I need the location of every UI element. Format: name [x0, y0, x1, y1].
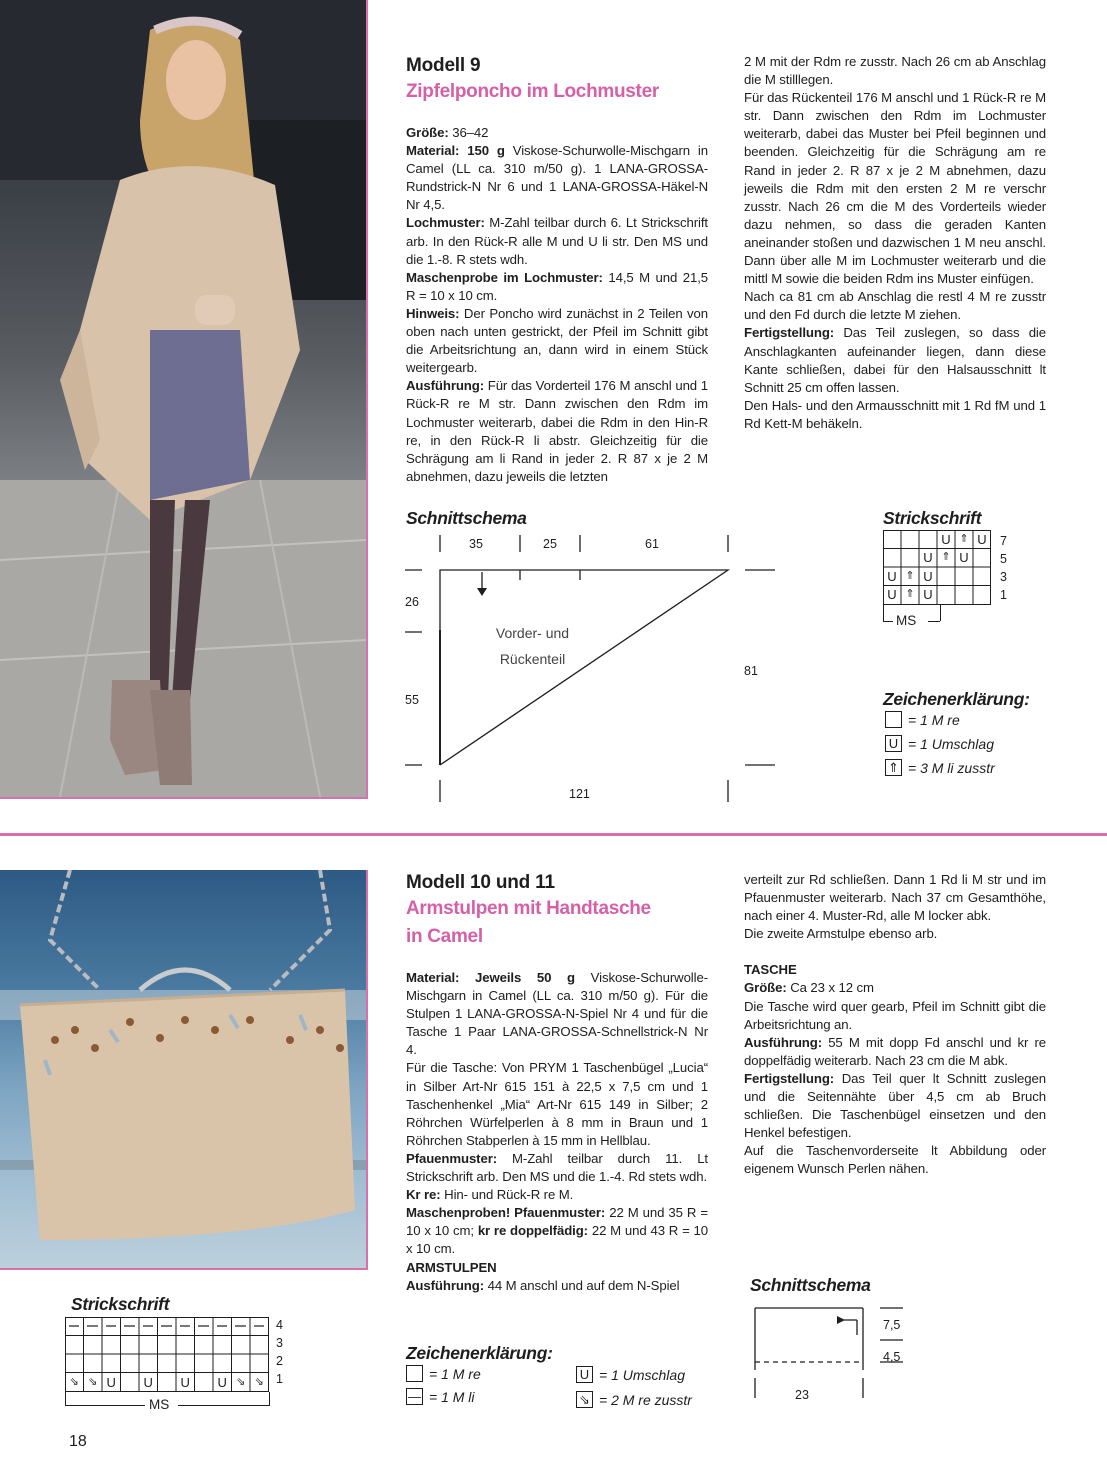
schema9-left-55: 55 [405, 693, 419, 707]
chart9-row-numbers: 7 5 3 1 [1000, 534, 1007, 602]
legend10-umschlag-box: U [576, 1366, 593, 1383]
model9-subtitle: Zipfelponcho im Lochmuster [406, 81, 659, 102]
model9-hinweis: Hinweis: Der Poncho wird zunächst in 2 Teilen von oben nach unten gestrickt, der Pfeil im Schnitt gibt die Arbeitsrichtung an, dann wird in einem Stück weitergearb. [406, 305, 708, 376]
model9-lochmuster: Lochmuster: M-Zahl teilbar durch 6. Lt Strickschrift arb. In den Rück-R alle M und U li str. Den MS und die 1.-8. R stets wdh. [406, 215, 708, 267]
schema9-top-61: 61 [645, 537, 659, 551]
model10-subtitle-2: in Camel [406, 926, 483, 947]
schema10-bottom-23: 23 [795, 1388, 809, 1402]
model10-tasche-heading: TASCHE [744, 962, 797, 978]
handbag-photo [0, 870, 366, 1268]
schema9-top-35: 35 [469, 537, 483, 551]
model9-schema-title: Schnittschema [406, 508, 527, 528]
schema9-left-26: 26 [405, 595, 419, 609]
section-divider [0, 833, 1107, 836]
model9-ausfuehrung: Ausführung: Für das Vorderteil 176 M anschl und 1 Rück-R re M str. Dann zwischen den Rdm im Lochmuster weiterarb, dabei die Rdm in den Hin-R re, in den Rück-R li abstr. Gleichzeitig für die Schrägung am li Rand in jeder 2. R 87 x je 2 M abnehmen, dazu jeweils die letzten [406, 378, 708, 484]
legend9-3-li: ⇑ = 3 M li zusstr [885, 759, 995, 776]
model9-fertigstellung: Fertigstellung: Das Teil zuslegen, so dass die Anschlagkanten aufeinander liegen, dann diese Kante schließen, dabei für den Halsausschnitt lt Schnitt 25 cm offen lassen. [744, 325, 1046, 395]
legend10-2-re-box: ⇘ [576, 1391, 593, 1408]
model9-maschenprobe: Maschenprobe im Lochmuster: 14,5 M und 21,5 R = 10 x 10 cm. [406, 269, 708, 303]
model9-column-2 [744, 53, 1046, 433]
model9-legend-title: Zeichenerklärung: [883, 689, 1030, 709]
model10-column-2 [744, 871, 1046, 1179]
model10-title: Modell 10 und 11 [406, 872, 555, 893]
legend9-re-box [885, 711, 902, 728]
legend10-re: = 1 M re [406, 1365, 481, 1382]
model9-column-1 [406, 54, 708, 486]
schema10-4-5: 4,5 [883, 1350, 901, 1364]
legend9-umschlag: U = 1 Umschlag [885, 735, 994, 752]
model10-tasche-ausfuehrung: Ausführung: 55 M mit dopp Fd anschl und kr re doppelfädig weiterarb. Nach 23 cm die M abk. [744, 1034, 1046, 1068]
model10-subtitle-1: Armstulpen mit Handtasche [406, 898, 651, 919]
model10-kr-re: Kr re: Hin- und Rück-R re M. [406, 1187, 574, 1203]
chart10-row-numbers: 4 3 2 1 [276, 1318, 283, 1386]
model10-legend-title: Zeichenerklärung: [406, 1343, 553, 1363]
schema9-right-81: 81 [744, 664, 758, 678]
chart9-umschlag: U [941, 531, 951, 547]
schema9-top-25: 25 [543, 537, 557, 551]
schema9-piece-label: Vorder- und Rückenteil [495, 625, 570, 667]
model10-pfauenmuster: Pfauenmuster: M-Zahl teilbar durch 11. Lt Strickschrift arb. Den MS und die 1.-4. Rd stets wdh. [406, 1150, 708, 1185]
model9-text-2: Für das Rückenteil 176 M anschl und 1 Rück-R re M str. Dann zwischen den Rdm im Lochmuster weiterarb, dabei das Muster bei Pfeil beginnen und beenden. Gleichzeitig für die Schrägung am re Rand in jeder 2. R 87 x je 2 M abnehmen, dazu jeweils die Rdm mit den ersten 2 M re verschr zusstr. Nach 26 cm die M des Vorderteils wieder dazu nehmen, so dass die geraden Kanten aneinander stoßen und dazwischen 1 M neu anschl. Dann über alle M im Lochmuster weiterarb und die mittl M sowie die beiden Rdm ins Muster einfügen. [744, 90, 1046, 287]
model10-schema-title: Schnittschema [750, 1275, 871, 1295]
model9-title: Modell 9 [406, 55, 481, 76]
chart9-ms-label: MS [896, 613, 917, 628]
model10-tasche-text-1: Die Tasche wird quer gearb, Pfeil im Schnitt gibt die Arbeitsrichtung an. [744, 998, 1046, 1032]
model9-strickschrift-title: Strickschrift [883, 508, 982, 528]
model10-tasche-info: Für die Tasche: Von PRYM 1 Taschenbügel „Lucia“ in Silber Art-Nr 615 151 à 22,5 x 7,5 cm und 1 Taschenhenkel „Mia“ Art-Nr 615 149 in Silber; 2 Röhrchen Würfelperlen à 8 mm in Braun und 1 Röhrchen Stabperlen à 15 mm in Hellblau. [406, 1060, 708, 1148]
model10-strickschrift-title: Strickschrift [71, 1294, 170, 1314]
model10-tasche-text-2: Auf die Taschenvorderseite lt Abbildung oder eigenem Wunsch Perlen nähen. [744, 1143, 1046, 1177]
model10-tasche-fertigstellung: Fertigstellung: Das Teil quer lt Schnitt zuslegen und die Seitennähte über 4,5 cm ab Bruch schließen. Die Taschenbügel einsetzen und den Henkel befestigen. [744, 1070, 1046, 1141]
model9-text-5: Den Hals- und den Armausschnitt mit 1 Rd fM und 1 Rd Kett-M behäkeln. [744, 397, 1046, 431]
model10-armstulpen-heading: ARMSTULPEN [406, 1259, 497, 1275]
model10-tasche-size: Größe: Ca 23 x 12 cm [744, 980, 874, 996]
chart10-ms-label: MS [149, 1397, 170, 1412]
chart10-umschlag: U [106, 1374, 116, 1390]
chart9-3-together: ⇑ [959, 532, 969, 545]
legend9-3-li-box: ⇑ [885, 759, 902, 776]
model9-size: Größe: 36–42 [406, 125, 489, 140]
schema9-bottom-121: 121 [569, 787, 590, 801]
model9-material: Material: 150 g Viskose-Schurwolle-Mischgarn in Camel (LL ca. 310 m/50 g). 1 LANA-GROSSA-Rundstrick-N Nr 6 und 1 LANA-GROSSA-Häkel-N Nr 4,5. [406, 143, 708, 213]
legend10-umschlag: U = 1 Umschlag [576, 1366, 685, 1383]
model9-text-3: Nach ca 81 cm ab Anschlag die restl 4 M re zusstr und den Fd durch die letzte M ziehen. [744, 289, 1046, 323]
legend10-li-box: — [408, 1389, 421, 1404]
model10-text-2: Die zweite Armstulpe ebenso arb. [744, 926, 938, 942]
schema10-7-5: 7,5 [883, 1318, 901, 1332]
model9-text-1: 2 M mit der Rdm re zusstr. Nach 26 cm ab Anschlag die M stilllegen. [744, 54, 1046, 88]
model10-column-1 [406, 871, 708, 1295]
page-number: 18 [69, 1433, 87, 1450]
poncho-photo [0, 0, 366, 797]
model10-material: Material: Jeweils 50 g Viskose-Schurwolle-Mischgarn in Camel (LL ca. 310 m/50 g). Für die Stulpen 1 LANA-GROSSA-N-Spiel Nr 4 und für die Tasche 1 Paar LANA-GROSSA-Schnellstrick-N Nr 4. [406, 970, 708, 1058]
model10-maschenproben: Maschenproben! Pfauenmuster: 22 M und 35 R = 10 x 10 cm; kr re doppelfädig: 22 M und 43 R = 10 x 10 cm. [406, 1205, 709, 1257]
legend9-re: = 1 M re [885, 711, 960, 728]
model10-text-1: verteilt zur Rd schließen. Dann 1 Rd li M str und im Pfauenmuster weiterarb. Nach 37 cm Gesamthöhe, nach einer 4. Muster-Rd, alle M locker abk. [744, 872, 1046, 924]
legend10-2-re: ⇘ = 2 M re zusstr [576, 1391, 692, 1408]
chart10-2-together: ⇘ [69, 1375, 79, 1388]
legend10-re-box [406, 1365, 423, 1382]
legend9-umschlag-box: U [885, 735, 902, 752]
model10-ausfuehrung: Ausführung: 44 M anschl und auf dem N-Spiel [406, 1277, 680, 1293]
legend10-li: — = 1 M li [408, 1388, 475, 1405]
